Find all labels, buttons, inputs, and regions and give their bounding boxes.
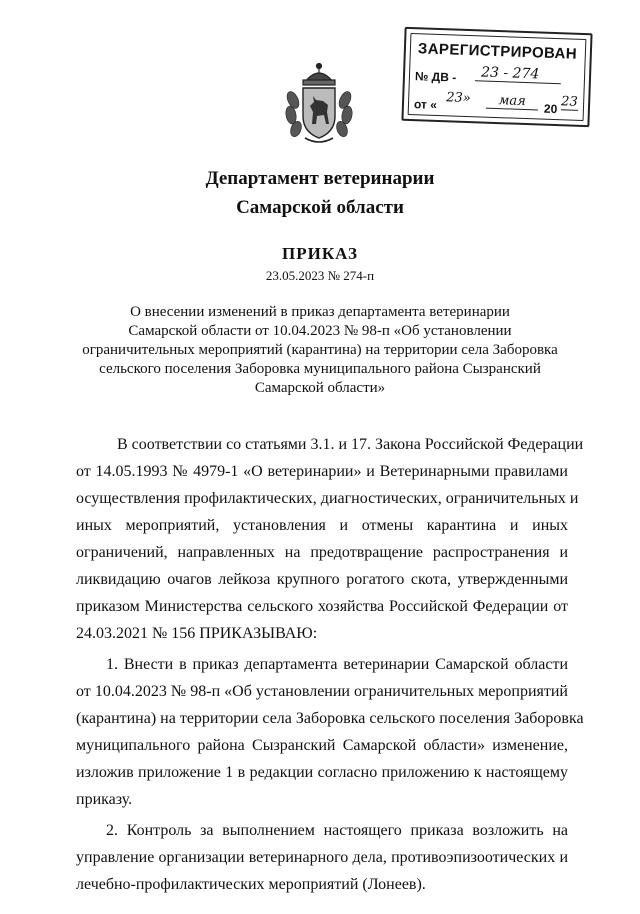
stamp-day-value: 23 <box>445 90 464 106</box>
department-name-line1: Департамент ветеринарии <box>205 168 435 189</box>
department-name-line2: Самарской области <box>236 197 404 218</box>
preamble-line: осуществления профилактических, диагностических, ограничительных и <box>76 490 579 507</box>
subject-line: Самарской области от 10.04.2023 № 98-п «Об установлении <box>128 323 512 339</box>
subject-line: сельского поселения Заборовка муниципального района Сызранский <box>99 361 541 377</box>
coat-of-arms-emblem <box>283 60 355 146</box>
item1-line: 1. Внести в приказ департамента ветеринарии Самарской области <box>106 656 568 673</box>
item1-line: муниципального района Сызранский Самарской области» изменение, <box>76 737 568 754</box>
preamble-line: иных мероприятий, установления и отмены карантина и иных <box>76 517 568 534</box>
stamp-date-month: мая <box>486 93 539 111</box>
item2-line: управление организации ветеринарного дела, противоэпизоотических и <box>76 849 568 866</box>
stamp-year-prefix: 20 <box>543 101 558 117</box>
preamble-line: приказом Министерства сельского хозяйства Российской Федерации от <box>76 598 568 615</box>
stamp-number-label: № ДВ - <box>414 69 457 85</box>
stamp-title: ЗАРЕГИСТРИРОВАН <box>417 40 578 63</box>
stamp-date-open: от « <box>413 97 438 112</box>
preamble-line: от 14.05.1993 № 4979-1 «О ветеринарии» и Ветеринарными правилами <box>76 463 568 480</box>
item1-line: от 10.04.2023 № 98-п «Об установлении ограничительных мероприятий <box>76 683 568 700</box>
registration-stamp <box>401 27 592 128</box>
preamble-line: В соответствии со статьями 3.1. и 17. Закона Российской Федерации <box>117 436 584 453</box>
stamp-date-day <box>446 90 471 106</box>
item1-line: изложив приложение 1 в редакции согласно приложению к настоящему <box>76 764 568 781</box>
item2-line: лечебно-профилактических мероприятий (Лонеев). <box>76 876 426 893</box>
stamp-date-close: » <box>462 90 472 107</box>
stamp-number-value: 23 - 274 <box>475 64 562 84</box>
preamble-line: 24.03.2021 № 156 ПРИКАЗЫВАЮ: <box>76 625 318 642</box>
item1-line: (карантина) на территории села Заборовка сельского поселения Заборовка <box>76 710 584 727</box>
preamble-line: ограничений, направленных на предотвращение распространения и <box>76 544 568 561</box>
item1-line: приказу. <box>76 791 133 808</box>
document-date-number: 23.05.2023 № 274-п <box>265 268 375 283</box>
stamp-date-label <box>414 97 437 112</box>
subject-line: Самарской области» <box>254 380 386 396</box>
subject-line: О внесении изменений в приказ департамента ветеринарии <box>130 304 510 320</box>
preamble-line: ликвидацию очагов лейкоза крупного рогатого скота, утвержденными <box>76 571 568 588</box>
stamp-year-suffix: 23 <box>560 94 578 110</box>
item2-line: 2. Контроль за выполнением настоящего приказа возложить на <box>106 822 568 839</box>
order-subject <box>60 303 580 398</box>
document-type: ПРИКАЗ <box>282 244 358 263</box>
subject-line: ограничительных мероприятий (карантина) на территории села Заборовка <box>82 342 558 358</box>
